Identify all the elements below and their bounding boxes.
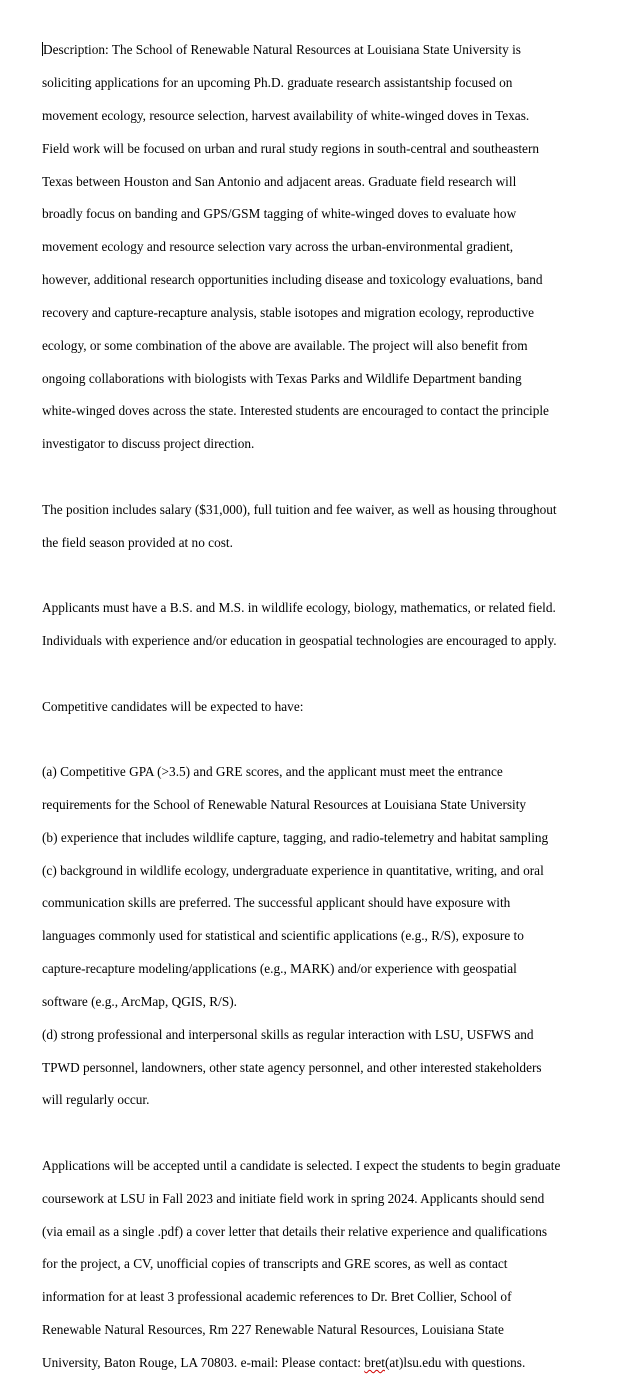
- text-line: movement ecology, resource selection, harvest availability of white-winged doves in Texas.: [42, 108, 530, 124]
- text-line: the field season provided at no cost.: [42, 534, 233, 550]
- contact-suffix: (at)lsu.edu with questions.: [384, 1354, 526, 1370]
- paragraph-compensation: [42, 485, 607, 567]
- text-line: The position includes salary ($31,000), full tuition and fee waiver, as well as housing throughout: [42, 501, 557, 517]
- text-line: ongoing collaborations with biologists with Texas Parks and Wildlife Department banding: [42, 370, 522, 386]
- text-line: (a) Competitive GPA (>3.5) and GRE scores, and the applicant must meet the entrance: [42, 764, 503, 780]
- text-line: Applicants must have a B.S. and M.S. in wildlife ecology, biology, mathematics, or related field.: [42, 600, 556, 616]
- paragraph-qualifications-list: [42, 748, 607, 1125]
- text-line: Competitive candidates will be expected to have:: [42, 698, 304, 714]
- text-line-contact: [42, 1355, 607, 1371]
- text-line: capture-recapture modeling/applications (e.g., MARK) and/or experience with geospatial: [42, 961, 517, 977]
- text-line: recovery and capture-recapture analysis, stable isotopes and migration ecology, reproductive: [42, 304, 535, 320]
- paragraph-description: [42, 26, 607, 469]
- paragraph-requirements: [42, 584, 607, 666]
- text-line: ecology, or some combination of the above are available. The project will also benefit from: [42, 337, 528, 353]
- text-line: Description: The School of Renewable Natural Resources at Louisiana State University is: [43, 42, 521, 58]
- text-line: white-winged doves across the state. Interested students are encouraged to contact the principle: [42, 403, 549, 419]
- text-line: investigator to discuss project direction.: [42, 436, 255, 452]
- text-line: requirements for the School of Renewable Natural Resources at Louisiana State University: [42, 797, 527, 813]
- contact-prefix: University, Baton Rouge, LA 70803. e-mail: Please contact:: [42, 1354, 365, 1370]
- text-line: information for at least 3 professional academic references to Dr. Bret Collier, School of: [42, 1289, 512, 1305]
- text-line: for the project, a CV, unofficial copies of transcripts and GRE scores, as well as contact: [42, 1256, 508, 1272]
- text-line: broadly focus on banding and GPS/GSM tagging of white-winged doves to evaluate how: [42, 206, 517, 222]
- text-line: (b) experience that includes wildlife capture, tagging, and radio-telemetry and habitat sampling: [42, 829, 549, 845]
- text-line: Renewable Natural Resources, Rm 227 Renewable Natural Resources, Louisiana State: [42, 1322, 504, 1338]
- text-line: languages commonly used for statistical and scientific applications (e.g., R/S), exposure to: [42, 928, 524, 944]
- text-line: (via email as a single .pdf) a cover letter that details their relative experience and qualifications: [42, 1223, 548, 1239]
- text-line: Field work will be focused on urban and rural study regions in south-central and southeastern: [42, 140, 540, 156]
- paragraph-competitive-intro: [42, 682, 607, 731]
- text-line: communication skills are preferred. The successful applicant should have exposure with: [42, 895, 511, 911]
- document-body[interactable]: [42, 26, 607, 1388]
- spellcheck-flagged-word[interactable]: bret: [364, 1354, 385, 1370]
- text-line: (c) background in wildlife ecology, undergraduate experience in quantitative, writing, and oral: [42, 862, 544, 878]
- text-line: TPWD personnel, landowners, other state agency personnel, and other interested stakeholders: [42, 1059, 542, 1075]
- text-line: Applications will be accepted until a candidate is selected. I expect the students to begin graduate: [42, 1157, 561, 1173]
- text-line: Individuals with experience and/or education in geospatial technologies are encouraged to apply.: [42, 633, 557, 648]
- paragraph-application-instructions: [42, 1142, 607, 1388]
- text-line: however, additional research opportunities including disease and toxicology evaluations, band: [42, 272, 543, 288]
- text-line: Texas between Houston and San Antonio and adjacent areas. Graduate field research will: [42, 173, 517, 189]
- text-line: soliciting applications for an upcoming Ph.D. graduate research assistantship focused on: [42, 75, 513, 91]
- text-line: movement ecology and resource selection vary across the urban-environmental gradient,: [42, 239, 514, 255]
- text-line: software (e.g., ArcMap, QGIS, R/S).: [42, 993, 237, 1009]
- text-line: (d) strong professional and interpersonal skills as regular interaction with LSU, USFWS and: [42, 1026, 534, 1042]
- text-line: coursework at LSU in Fall 2023 and initiate field work in spring 2024. Applicants should send: [42, 1190, 545, 1206]
- text-line: will regularly occur.: [42, 1092, 150, 1108]
